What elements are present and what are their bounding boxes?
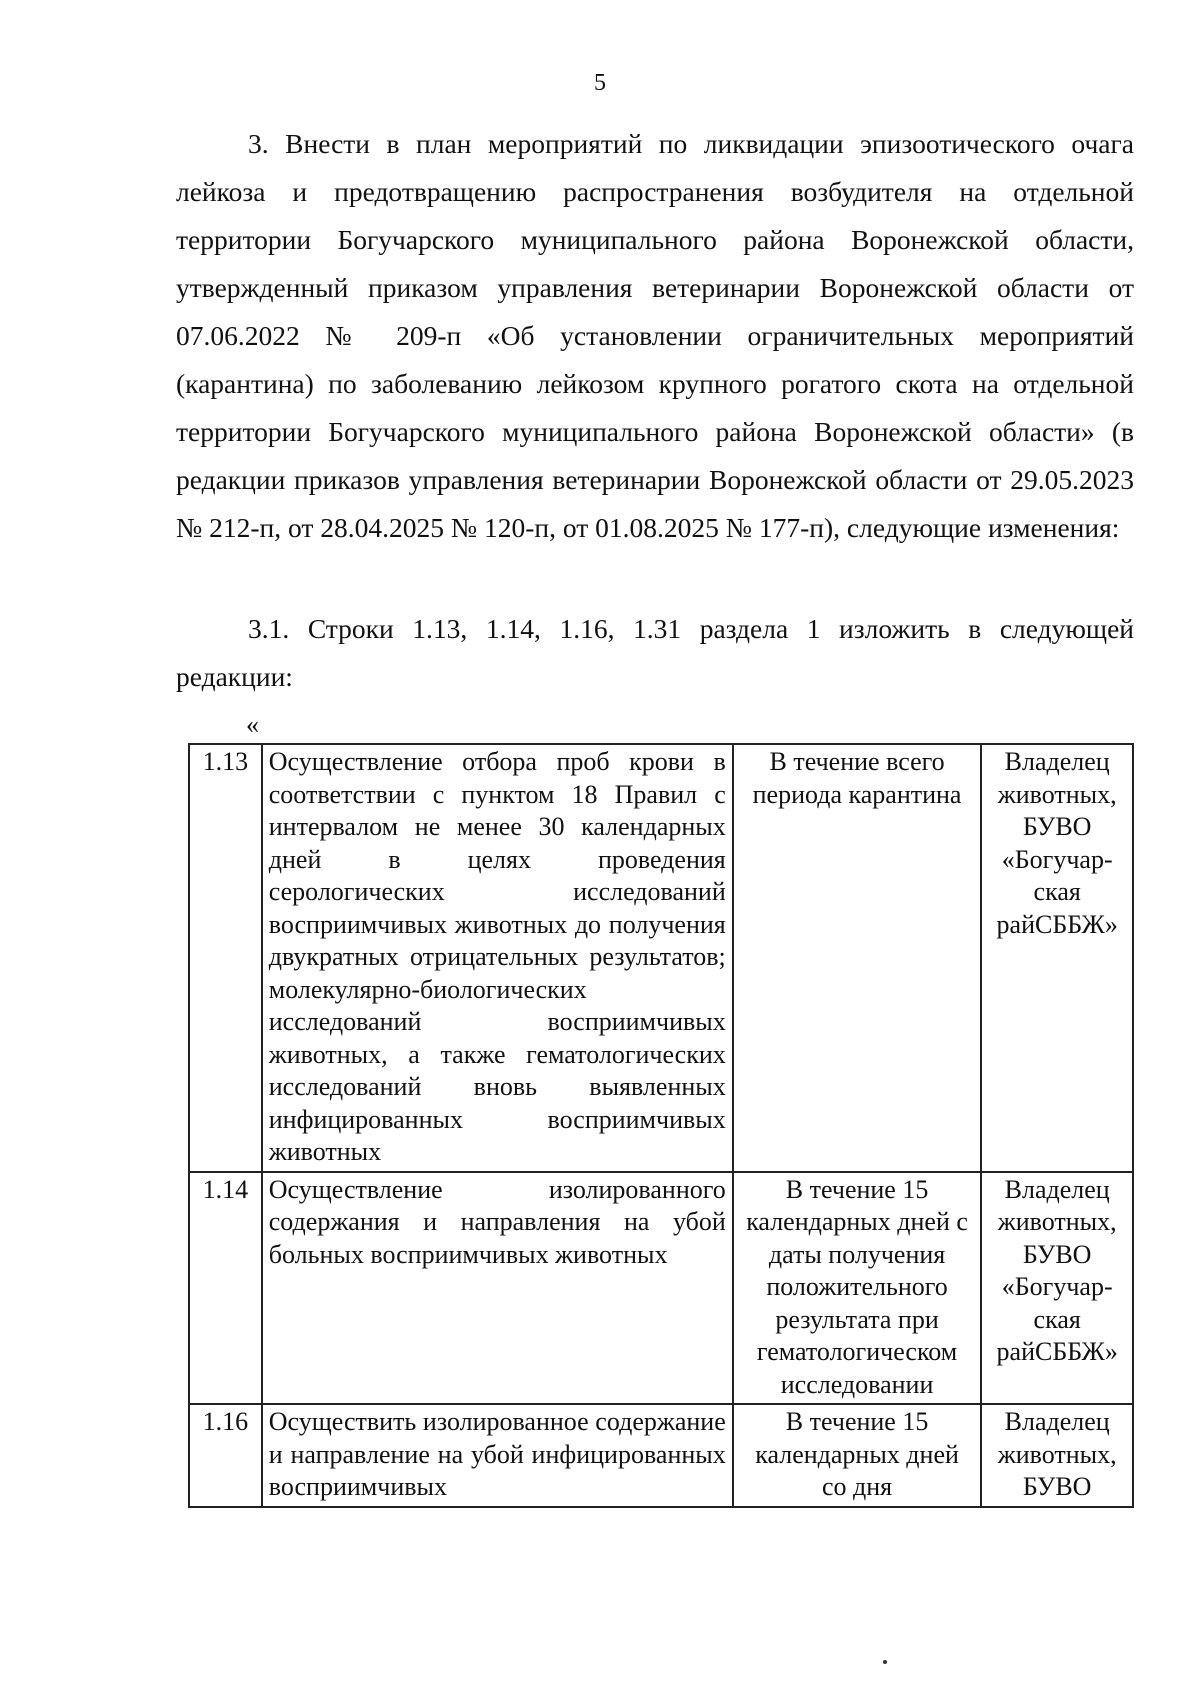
paragraph-item-3-1: 3.1. Строки 1.13, 1.14, 1.16, 1.31 раздела 1 изложить в следующей редакции: xyxy=(176,613,1134,692)
page-number: 5 xyxy=(594,70,606,96)
row-number: 1.16 xyxy=(189,1404,262,1507)
opening-quote-mark: « xyxy=(246,710,259,739)
row-action: Осуществление изолированного содержания и направления на убой больных восприимчивых животных xyxy=(262,1172,733,1405)
row-responsible: Владелец животных, БУВО xyxy=(981,1404,1133,1507)
table-row xyxy=(189,1404,1133,1507)
row-responsible: Владелец животных, БУВО «Богучар-ская райСББЖ» xyxy=(981,1172,1133,1405)
row-term: В течение 15 календарных дней со дня xyxy=(733,1404,982,1507)
row-number: 1.14 xyxy=(189,1172,262,1405)
scan-speck xyxy=(883,1660,887,1664)
row-action: Осуществление отбора проб крови в соответствии с пунктом 18 Правил с интервалом не менее 30 календарных дней в целях проведения серологических исследований восприимчивых животных до получения двукратных отрицательных результатов; молекулярно-биологических исследований восприимчивых животных, а также гематологических исследований вновь выявленных инфицированных восприимчивых животных xyxy=(262,744,733,1172)
row-action: Осуществить изолированное содержание и направление на убой инфицированных восприимчивых xyxy=(262,1404,733,1507)
row-term: В течение всего периода карантина xyxy=(733,744,982,1172)
row-term: В течение 15 календарных дней с даты получения положительного результата при гематологическом исследовании xyxy=(733,1172,982,1405)
table-row xyxy=(189,744,1133,1172)
paragraph-item-3: 3. Внести в план мероприятий по ликвидации эпизоотического очага лейкоза и предотвращению распространения возбудителя на отдельной территории Богучарского муниципального района Воронежской области, утвержденный приказом управления ветеринарии Воронежской области от 07.06.2022 № 209-п «Об установлении ограничительных мероприятий (карантина) по заболеванию лейкозом крупного рогатого скота на отдельной территории Богучарского муниципального района Воронежской области» (в редакции приказов управления ветеринарии Воронежской области от 29.05.2023 № 212-п, от 28.04.2025 № 120-п, от 01.08.2025 № 177-п), следующие изменения: xyxy=(176,128,1134,543)
row-number: 1.13 xyxy=(189,744,262,1172)
amendment-table xyxy=(188,743,1134,1508)
row-responsible: Владелец животных, БУВО «Богучар-ская райСББЖ» xyxy=(981,744,1133,1172)
table-row xyxy=(189,1172,1133,1405)
